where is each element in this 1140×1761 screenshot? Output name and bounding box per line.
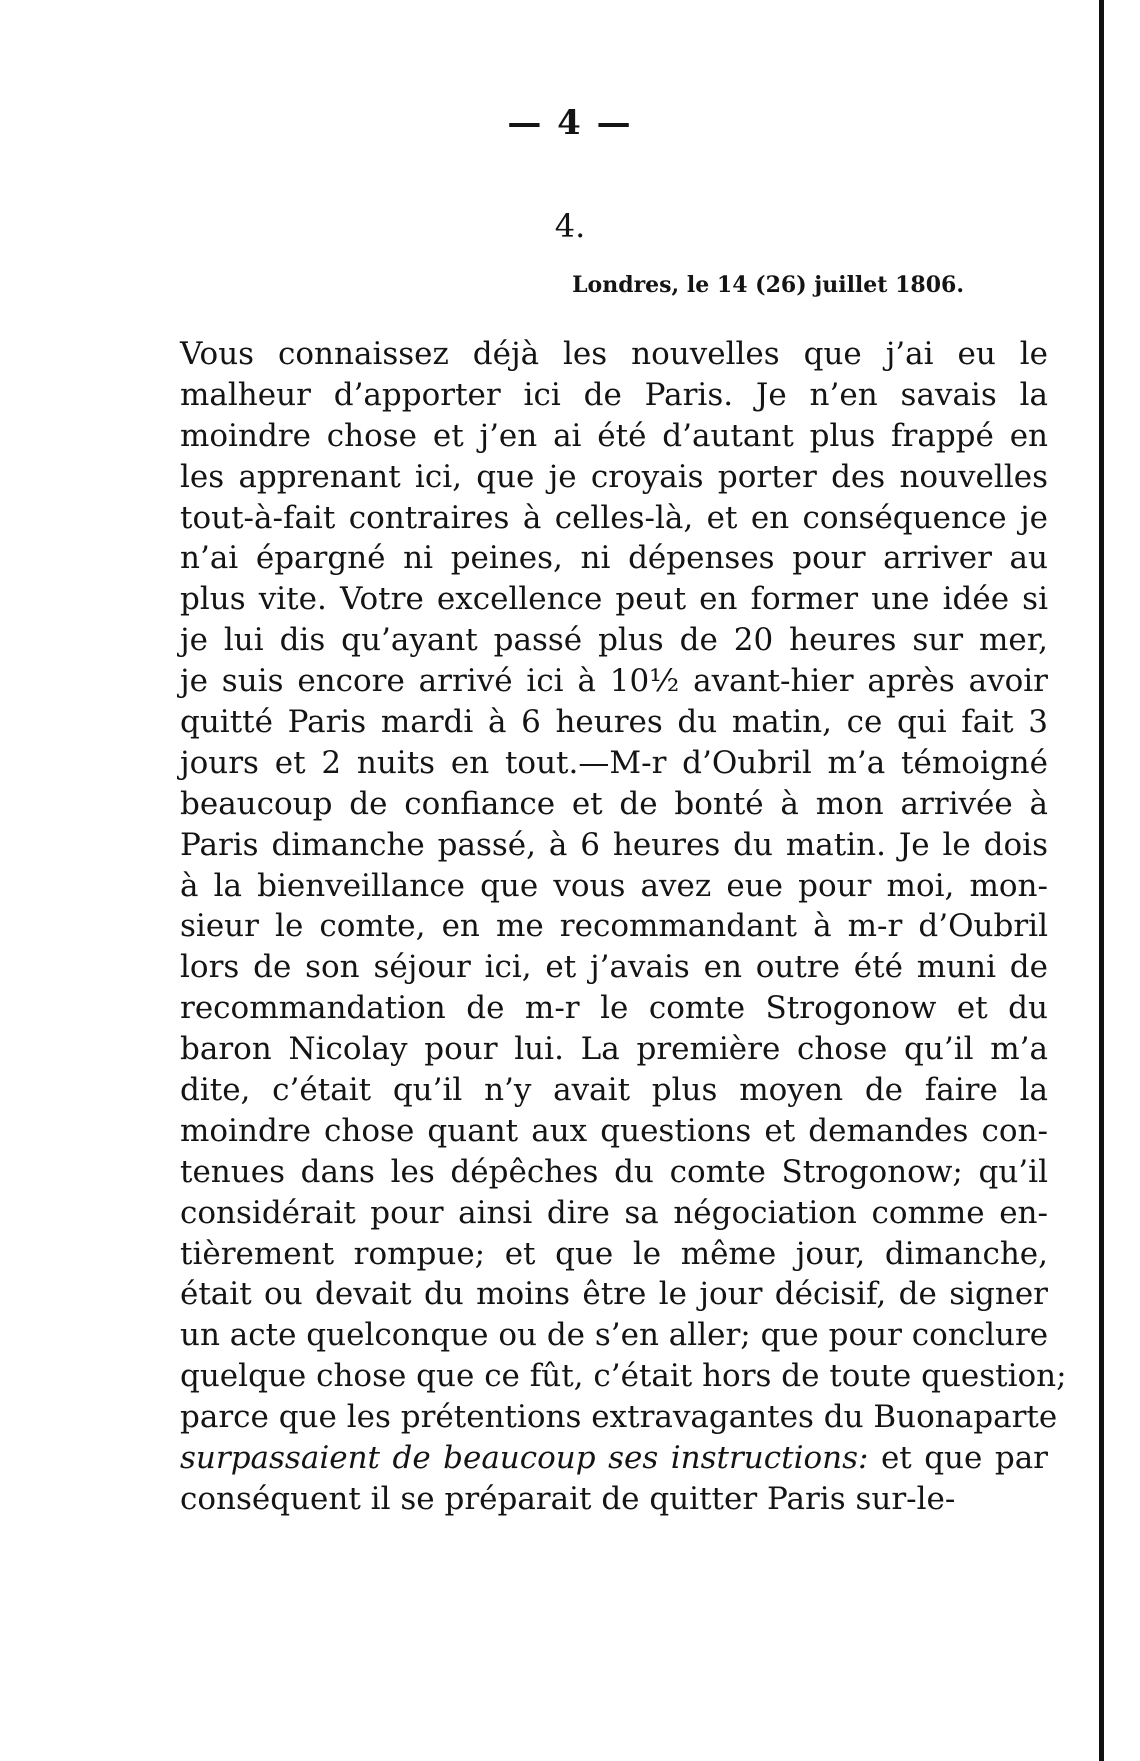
text-line: beaucoup de confiance et de bonté à mon arrivée à	[180, 785, 1048, 822]
text-line: Paris dimanche passé, à 6 heures du matin. Je le dois	[180, 826, 1048, 863]
text-line: tièrement rompue; et que le même jour, dimanche,	[180, 1235, 1048, 1272]
dateline: Londres, le 14 (26) juillet 1806.	[572, 272, 964, 298]
text-line: jours et 2 nuits en tout.—M-r d’Oubril m’a témoigné	[180, 744, 1048, 781]
text-line: n’ai épargné ni peines, ni dépenses pour arriver au	[180, 540, 1048, 577]
text-fragment: et que par	[868, 1440, 1048, 1477]
text-line-italic	[180, 1438, 1048, 1479]
page-edge-rule	[1099, 0, 1104, 1761]
text-line: quelque chose que ce fût, c’était hors de toute question;	[180, 1358, 1067, 1395]
text-line: tenues dans les dépêches du comte Strogonow; qu’il	[180, 1153, 1048, 1190]
italic-phrase: surpassaient de beaucoup ses instructions:	[180, 1440, 869, 1477]
letter-number: 4.	[554, 207, 586, 245]
text-line: tout-à-fait contraires à celles-là, et en conséquence je	[180, 499, 1048, 536]
text-line: lors de son séjour ici, et j’avais en outre été muni de	[180, 949, 1048, 986]
text-line: considérait pour ainsi dire sa négociation comme en-	[180, 1194, 1048, 1231]
text-line-last: conséquent il se préparait de quitter Paris sur-le-	[180, 1480, 956, 1517]
text-line: recommandation de m-r le comte Strogonow et du	[180, 990, 1048, 1027]
text-line: malheur d’apporter ici de Paris. Je n’en savais la	[180, 376, 1048, 413]
text-line: je lui dis qu’ayant passé plus de 20 heures sur mer,	[180, 622, 1048, 659]
text-line: je suis encore arrivé ici à 10½ avant-hier après avoir	[180, 663, 1048, 700]
text-line: baron Nicolay pour lui. La première chose qu’il m’a	[180, 1031, 1048, 1068]
text-line: à la bienveillance que vous avez eue pour moi, mon-	[180, 867, 1048, 904]
text-line: moindre chose et j’en ai été d’autant plus frappé en	[180, 417, 1048, 454]
text-line: Vous connaissez déjà les nouvelles que j’ai eu le	[180, 336, 1048, 372]
text-line: plus vite. Votre excellence peut en former une idée si	[180, 581, 1048, 618]
text-line: était ou devait du moins être le jour décisif, de signer	[180, 1276, 1048, 1313]
text-line: dite, c’était qu’il n’y avait plus moyen de faire la	[180, 1072, 1048, 1109]
text-line: moindre chose quant aux questions et demandes con-	[180, 1112, 1048, 1149]
text-line: sieur le comte, en me recommandant à m-r d’Oubril	[180, 908, 1048, 945]
text-line: les apprenant ici, que je croyais porter des nouvelles	[180, 458, 1048, 495]
text-line: quitté Paris mardi à 6 heures du matin, ce qui fait 3	[180, 704, 1048, 741]
text-line: parce que les prétentions extravagantes du Buonaparte	[180, 1399, 1058, 1436]
body-text	[180, 334, 1067, 1520]
text-line: un acte quelconque ou de s’en aller; que pour conclure	[180, 1317, 1049, 1354]
page-number: — 4 —	[507, 103, 633, 143]
